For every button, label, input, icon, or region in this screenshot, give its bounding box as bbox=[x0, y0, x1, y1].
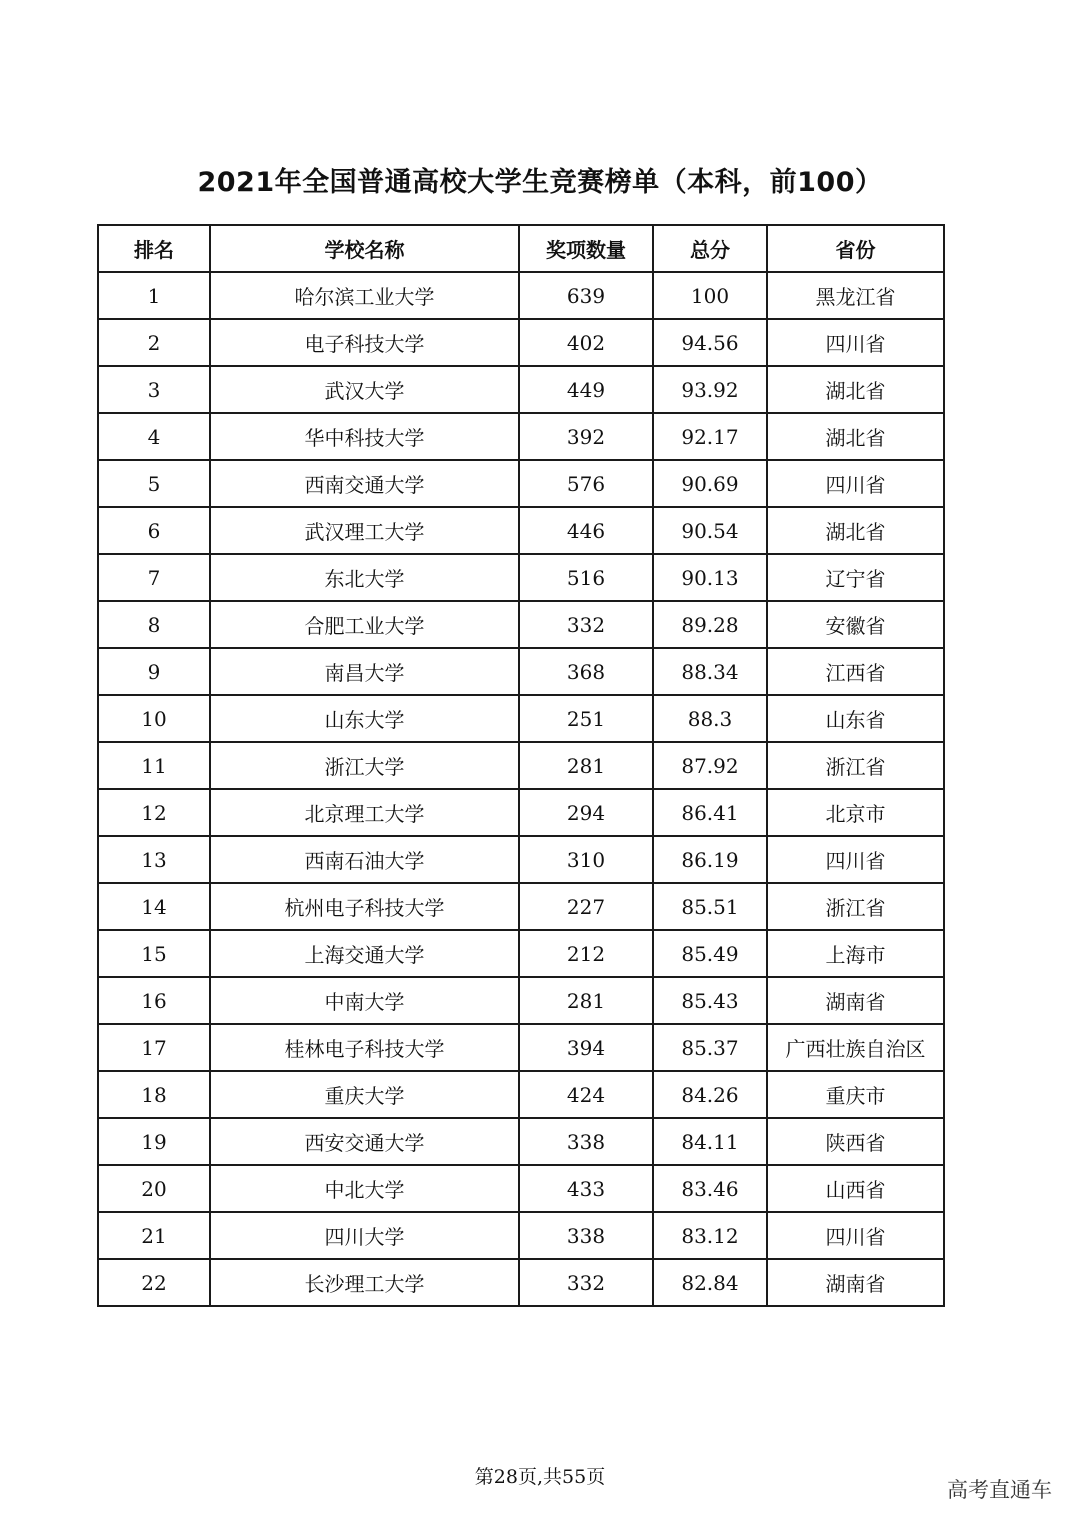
cell-awards: 392 bbox=[519, 413, 653, 460]
cell-school: 山东大学 bbox=[210, 695, 519, 742]
cell-rank: 18 bbox=[98, 1071, 210, 1118]
cell-rank: 9 bbox=[98, 648, 210, 695]
cell-awards: 332 bbox=[519, 601, 653, 648]
cell-province: 湖北省 bbox=[767, 366, 944, 413]
table-row bbox=[98, 836, 944, 883]
cell-awards: 212 bbox=[519, 930, 653, 977]
cell-rank: 6 bbox=[98, 507, 210, 554]
cell-school: 中南大学 bbox=[210, 977, 519, 1024]
cell-awards: 576 bbox=[519, 460, 653, 507]
cell-awards: 310 bbox=[519, 836, 653, 883]
table-row bbox=[98, 507, 944, 554]
cell-score: 89.28 bbox=[653, 601, 767, 648]
cell-score: 92.17 bbox=[653, 413, 767, 460]
cell-school: 电子科技大学 bbox=[210, 319, 519, 366]
table-row bbox=[98, 930, 944, 977]
cell-score: 93.92 bbox=[653, 366, 767, 413]
cell-school: 哈尔滨工业大学 bbox=[210, 272, 519, 319]
watermark: 高考直通车 bbox=[947, 1478, 1052, 1502]
cell-rank: 3 bbox=[98, 366, 210, 413]
cell-rank: 8 bbox=[98, 601, 210, 648]
header-rank: 排名 bbox=[98, 225, 210, 272]
page-footer: 第28页,共55页 bbox=[474, 1466, 606, 1488]
table-row bbox=[98, 789, 944, 836]
table-row bbox=[98, 319, 944, 366]
cell-rank: 12 bbox=[98, 789, 210, 836]
cell-province: 四川省 bbox=[767, 836, 944, 883]
cell-province: 安徽省 bbox=[767, 601, 944, 648]
table-row bbox=[98, 601, 944, 648]
page-title: 2021年全国普通高校大学生竞赛榜单（本科，前100） bbox=[197, 167, 883, 198]
cell-score: 90.69 bbox=[653, 460, 767, 507]
cell-province: 四川省 bbox=[767, 1212, 944, 1259]
cell-rank: 1 bbox=[98, 272, 210, 319]
cell-school: 浙江大学 bbox=[210, 742, 519, 789]
table-row bbox=[98, 977, 944, 1024]
cell-awards: 639 bbox=[519, 272, 653, 319]
cell-province: 湖南省 bbox=[767, 977, 944, 1024]
cell-rank: 2 bbox=[98, 319, 210, 366]
cell-awards: 449 bbox=[519, 366, 653, 413]
cell-score: 84.11 bbox=[653, 1118, 767, 1165]
table-row bbox=[98, 742, 944, 789]
table-row bbox=[98, 1071, 944, 1118]
cell-province: 广西壮族自治区 bbox=[767, 1024, 944, 1071]
cell-school: 北京理工大学 bbox=[210, 789, 519, 836]
cell-rank: 16 bbox=[98, 977, 210, 1024]
cell-school: 杭州电子科技大学 bbox=[210, 883, 519, 930]
cell-rank: 21 bbox=[98, 1212, 210, 1259]
cell-province: 浙江省 bbox=[767, 883, 944, 930]
cell-awards: 338 bbox=[519, 1118, 653, 1165]
cell-awards: 516 bbox=[519, 554, 653, 601]
cell-rank: 13 bbox=[98, 836, 210, 883]
cell-school: 四川大学 bbox=[210, 1212, 519, 1259]
table-row bbox=[98, 366, 944, 413]
cell-school: 西南石油大学 bbox=[210, 836, 519, 883]
cell-school: 上海交通大学 bbox=[210, 930, 519, 977]
cell-school: 合肥工业大学 bbox=[210, 601, 519, 648]
cell-rank: 10 bbox=[98, 695, 210, 742]
cell-school: 西南交通大学 bbox=[210, 460, 519, 507]
cell-score: 85.49 bbox=[653, 930, 767, 977]
ranking-table bbox=[97, 224, 945, 1307]
table-row bbox=[98, 648, 944, 695]
cell-score: 88.34 bbox=[653, 648, 767, 695]
cell-rank: 19 bbox=[98, 1118, 210, 1165]
cell-score: 85.51 bbox=[653, 883, 767, 930]
cell-rank: 14 bbox=[98, 883, 210, 930]
cell-awards: 402 bbox=[519, 319, 653, 366]
table-header-row bbox=[98, 225, 944, 272]
cell-score: 83.12 bbox=[653, 1212, 767, 1259]
cell-school: 华中科技大学 bbox=[210, 413, 519, 460]
cell-awards: 227 bbox=[519, 883, 653, 930]
table-row bbox=[98, 1259, 944, 1306]
cell-score: 83.46 bbox=[653, 1165, 767, 1212]
header-province: 省份 bbox=[767, 225, 944, 272]
cell-awards: 424 bbox=[519, 1071, 653, 1118]
cell-province: 重庆市 bbox=[767, 1071, 944, 1118]
cell-awards: 338 bbox=[519, 1212, 653, 1259]
cell-rank: 15 bbox=[98, 930, 210, 977]
cell-province: 四川省 bbox=[767, 460, 944, 507]
header-score: 总分 bbox=[653, 225, 767, 272]
cell-rank: 7 bbox=[98, 554, 210, 601]
table-row bbox=[98, 695, 944, 742]
cell-province: 北京市 bbox=[767, 789, 944, 836]
cell-school: 南昌大学 bbox=[210, 648, 519, 695]
cell-rank: 17 bbox=[98, 1024, 210, 1071]
cell-province: 湖北省 bbox=[767, 413, 944, 460]
table-row bbox=[98, 1118, 944, 1165]
cell-school: 重庆大学 bbox=[210, 1071, 519, 1118]
cell-province: 江西省 bbox=[767, 648, 944, 695]
cell-province: 四川省 bbox=[767, 319, 944, 366]
cell-awards: 294 bbox=[519, 789, 653, 836]
table-row bbox=[98, 1212, 944, 1259]
cell-rank: 11 bbox=[98, 742, 210, 789]
cell-score: 86.41 bbox=[653, 789, 767, 836]
cell-school: 长沙理工大学 bbox=[210, 1259, 519, 1306]
cell-province: 黑龙江省 bbox=[767, 272, 944, 319]
cell-score: 100 bbox=[653, 272, 767, 319]
cell-province: 陕西省 bbox=[767, 1118, 944, 1165]
cell-rank: 4 bbox=[98, 413, 210, 460]
cell-score: 82.84 bbox=[653, 1259, 767, 1306]
cell-rank: 22 bbox=[98, 1259, 210, 1306]
table-row bbox=[98, 1024, 944, 1071]
cell-province: 湖南省 bbox=[767, 1259, 944, 1306]
cell-school: 中北大学 bbox=[210, 1165, 519, 1212]
cell-province: 辽宁省 bbox=[767, 554, 944, 601]
cell-school: 武汉大学 bbox=[210, 366, 519, 413]
cell-score: 85.37 bbox=[653, 1024, 767, 1071]
table-row bbox=[98, 1165, 944, 1212]
cell-score: 87.92 bbox=[653, 742, 767, 789]
cell-school: 东北大学 bbox=[210, 554, 519, 601]
cell-score: 94.56 bbox=[653, 319, 767, 366]
table-body bbox=[98, 272, 944, 1306]
cell-awards: 251 bbox=[519, 695, 653, 742]
table-row bbox=[98, 883, 944, 930]
cell-score: 84.26 bbox=[653, 1071, 767, 1118]
cell-awards: 281 bbox=[519, 977, 653, 1024]
cell-province: 山东省 bbox=[767, 695, 944, 742]
cell-awards: 446 bbox=[519, 507, 653, 554]
table-row bbox=[98, 413, 944, 460]
cell-awards: 281 bbox=[519, 742, 653, 789]
cell-school: 桂林电子科技大学 bbox=[210, 1024, 519, 1071]
cell-province: 浙江省 bbox=[767, 742, 944, 789]
table-row bbox=[98, 554, 944, 601]
cell-score: 86.19 bbox=[653, 836, 767, 883]
table-row bbox=[98, 460, 944, 507]
cell-score: 90.13 bbox=[653, 554, 767, 601]
cell-awards: 332 bbox=[519, 1259, 653, 1306]
cell-school: 西安交通大学 bbox=[210, 1118, 519, 1165]
header-school: 学校名称 bbox=[210, 225, 519, 272]
cell-rank: 5 bbox=[98, 460, 210, 507]
cell-score: 90.54 bbox=[653, 507, 767, 554]
cell-score: 85.43 bbox=[653, 977, 767, 1024]
cell-awards: 433 bbox=[519, 1165, 653, 1212]
cell-province: 上海市 bbox=[767, 930, 944, 977]
table-row bbox=[98, 272, 944, 319]
cell-awards: 394 bbox=[519, 1024, 653, 1071]
cell-school: 武汉理工大学 bbox=[210, 507, 519, 554]
cell-province: 湖北省 bbox=[767, 507, 944, 554]
cell-score: 88.3 bbox=[653, 695, 767, 742]
cell-awards: 368 bbox=[519, 648, 653, 695]
cell-province: 山西省 bbox=[767, 1165, 944, 1212]
header-awards: 奖项数量 bbox=[519, 225, 653, 272]
cell-rank: 20 bbox=[98, 1165, 210, 1212]
